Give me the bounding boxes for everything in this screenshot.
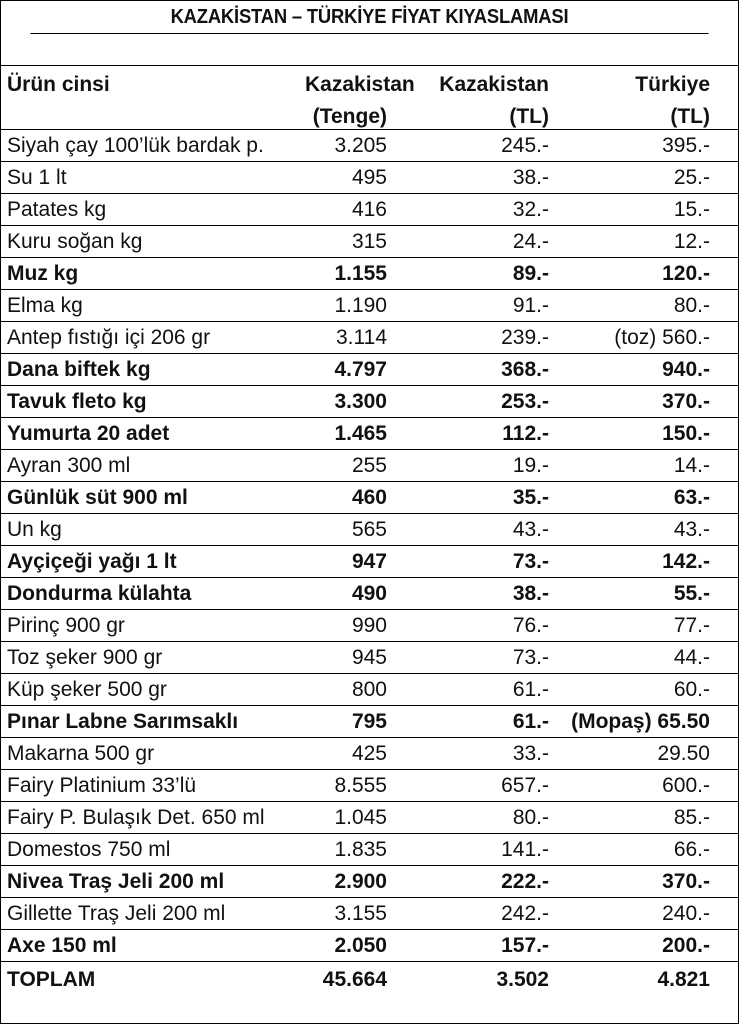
total-tenge: 45.664 [322,968,387,991]
price-tr-tl-cell: 395.- [553,130,738,162]
table-row [1,674,738,706]
product-name-cell: Siyah çay 100’lük bardak p. [1,130,301,162]
table-row [1,386,738,418]
total-row [1,962,738,996]
price-kz-tl-cell: 19.- [391,450,553,482]
price-kz-tl-cell: 91.- [391,290,553,322]
product-name-cell: Nivea Traş Jeli 200 ml [1,866,301,898]
header-turkey-tl: Türkiye [635,73,710,96]
table-row [1,642,738,674]
price-tr-tl-cell: 63.- [553,482,738,514]
total-tr-tl: 4.821 [657,968,710,991]
header-kazakhstan-tenge: Kazakistan [305,73,415,96]
price-tenge-cell: 3.155 [301,898,391,930]
header-product: Ürün cinsi [7,73,110,96]
table-row [1,162,738,194]
price-tenge-cell: 2.050 [301,930,391,962]
price-tenge-cell: 3.114 [301,322,391,354]
price-tr-tl-cell: 120.- [553,258,738,290]
table-row [1,290,738,322]
price-kz-tl-cell: 61.- [391,706,553,738]
table-row [1,130,738,162]
table-row [1,834,738,866]
product-name-cell: Makarna 500 gr [1,738,301,770]
table-row [1,866,738,898]
product-name-cell: Fairy Platinium 33’lü [1,770,301,802]
price-tr-tl-cell: 66.- [553,834,738,866]
header-row-2 [1,97,738,130]
price-kz-tl-cell: 242.- [391,898,553,930]
price-table [1,66,738,995]
price-tr-tl-cell: 44.- [553,642,738,674]
price-tenge-cell: 460 [301,482,391,514]
price-kz-tl-cell: 222.- [391,866,553,898]
product-name-cell: Axe 150 ml [1,930,301,962]
price-kz-tl-cell: 239.- [391,322,553,354]
price-kz-tl-cell: 61.- [391,674,553,706]
total-label: TOPLAM [7,968,96,991]
price-kz-tl-cell: 24.- [391,226,553,258]
price-kz-tl-cell: 73.- [391,642,553,674]
product-name-cell: Küp şeker 500 gr [1,674,301,706]
product-name-cell: Gillette Traş Jeli 200 ml [1,898,301,930]
price-tenge-cell: 947 [301,546,391,578]
price-tenge-cell: 990 [301,610,391,642]
table-row [1,354,738,386]
price-tr-tl-cell: 12.- [553,226,738,258]
product-name-cell: Yumurta 20 adet [1,418,301,450]
price-kz-tl-cell: 43.- [391,514,553,546]
price-kz-tl-cell: 73.- [391,546,553,578]
price-tenge-cell: 795 [301,706,391,738]
product-name-cell: Dana biftek kg [1,354,301,386]
table-row [1,258,738,290]
price-tr-tl-cell: 240.- [553,898,738,930]
blank-spacer-row [1,34,738,66]
table-row [1,418,738,450]
price-tenge-cell: 416 [301,194,391,226]
price-kz-tl-cell: 33.- [391,738,553,770]
price-tenge-cell: 490 [301,578,391,610]
table-row [1,802,738,834]
price-kz-tl-cell: 368.- [391,354,553,386]
price-tenge-cell: 255 [301,450,391,482]
price-kz-tl-cell: 76.- [391,610,553,642]
price-tenge-cell: 3.205 [301,130,391,162]
table-row [1,226,738,258]
product-name-cell: Su 1 lt [1,162,301,194]
product-name-cell: Fairy P. Bulaşık Det. 650 ml [1,802,301,834]
product-name-cell: Pirinç 900 gr [1,610,301,642]
price-tr-tl-cell: 600.- [553,770,738,802]
price-tenge-cell: 2.900 [301,866,391,898]
price-tenge-cell: 1.835 [301,834,391,866]
product-name-cell: Günlük süt 900 ml [1,482,301,514]
price-tr-tl-cell: (Mopaş) 65.50 [553,706,738,738]
price-tr-tl-cell: 370.- [553,386,738,418]
product-name-cell: Dondurma külahta [1,578,301,610]
price-tenge-cell: 8.555 [301,770,391,802]
price-tenge-cell: 1.045 [301,802,391,834]
header-row-1 [1,66,738,97]
price-kz-tl-cell: 657.- [391,770,553,802]
header-kazakhstan-tl: Kazakistan [439,73,549,96]
price-kz-tl-cell: 80.- [391,802,553,834]
table-row [1,482,738,514]
product-name-cell: Elma kg [1,290,301,322]
table-row [1,450,738,482]
price-kz-tl-cell: 245.- [391,130,553,162]
price-tenge-cell: 315 [301,226,391,258]
price-kz-tl-cell: 32.- [391,194,553,226]
table-row [1,706,738,738]
price-tenge-cell: 425 [301,738,391,770]
price-tr-tl-cell: 60.- [553,674,738,706]
price-tr-tl-cell: 55.- [553,578,738,610]
price-tr-tl-cell: 77.- [553,610,738,642]
header-unit-kz-tl: (TL) [391,97,553,130]
header-product-sub [1,97,301,130]
price-tenge-cell: 1.465 [301,418,391,450]
price-tenge-cell: 1.155 [301,258,391,290]
price-tr-tl-cell: 25.- [553,162,738,194]
price-tr-tl-cell: 370.- [553,866,738,898]
price-tr-tl-cell: 29.50 [553,738,738,770]
price-tr-tl-cell: 200.- [553,930,738,962]
price-tr-tl-cell: (toz) 560.- [553,322,738,354]
price-tr-tl-cell: 150.- [553,418,738,450]
price-tr-tl-cell: 15.- [553,194,738,226]
price-tenge-cell: 4.797 [301,354,391,386]
product-name-cell: Ayçiçeği yağı 1 lt [1,546,301,578]
header-unit-tr-tl: (TL) [553,97,738,130]
table-row [1,610,738,642]
table-row [1,546,738,578]
table-row [1,578,738,610]
price-tr-tl-cell: 940.- [553,354,738,386]
price-tr-tl-cell: 43.- [553,514,738,546]
product-name-cell: Tavuk fleto kg [1,386,301,418]
price-tenge-cell: 945 [301,642,391,674]
price-tr-tl-cell: 80.- [553,290,738,322]
table-body [1,130,738,996]
header-unit-tenge: (Tenge) [301,97,391,130]
table-row [1,322,738,354]
price-kz-tl-cell: 35.- [391,482,553,514]
price-tenge-cell: 495 [301,162,391,194]
table-row [1,194,738,226]
product-name-cell: Antep fıstığı içi 206 gr [1,322,301,354]
table-row [1,770,738,802]
price-kz-tl-cell: 253.- [391,386,553,418]
price-kz-tl-cell: 89.- [391,258,553,290]
product-name-cell: Toz şeker 900 gr [1,642,301,674]
product-name-cell: Patates kg [1,194,301,226]
product-name-cell: Un kg [1,514,301,546]
total-kz-tl: 3.502 [496,968,549,991]
price-tenge-cell: 1.190 [301,290,391,322]
table-title: KAZAKİSTAN – TÜRKİYE FİYAT KIYASLAMASI [30,1,708,34]
price-kz-tl-cell: 38.- [391,162,553,194]
table-row [1,930,738,962]
price-tr-tl-cell: 142.- [553,546,738,578]
price-tenge-cell: 800 [301,674,391,706]
price-tr-tl-cell: 14.- [553,450,738,482]
price-tenge-cell: 565 [301,514,391,546]
product-name-cell: Pınar Labne Sarımsaklı [1,706,301,738]
price-kz-tl-cell: 112.- [391,418,553,450]
price-tenge-cell: 3.300 [301,386,391,418]
price-kz-tl-cell: 141.- [391,834,553,866]
price-kz-tl-cell: 157.- [391,930,553,962]
product-name-cell: Ayran 300 ml [1,450,301,482]
price-kz-tl-cell: 38.- [391,578,553,610]
table-row [1,514,738,546]
product-name-cell: Muz kg [1,258,301,290]
product-name-cell: Kuru soğan kg [1,226,301,258]
table-row [1,898,738,930]
table-header [1,66,738,130]
product-name-cell: Domestos 750 ml [1,834,301,866]
price-tr-tl-cell: 85.- [553,802,738,834]
table-row [1,738,738,770]
